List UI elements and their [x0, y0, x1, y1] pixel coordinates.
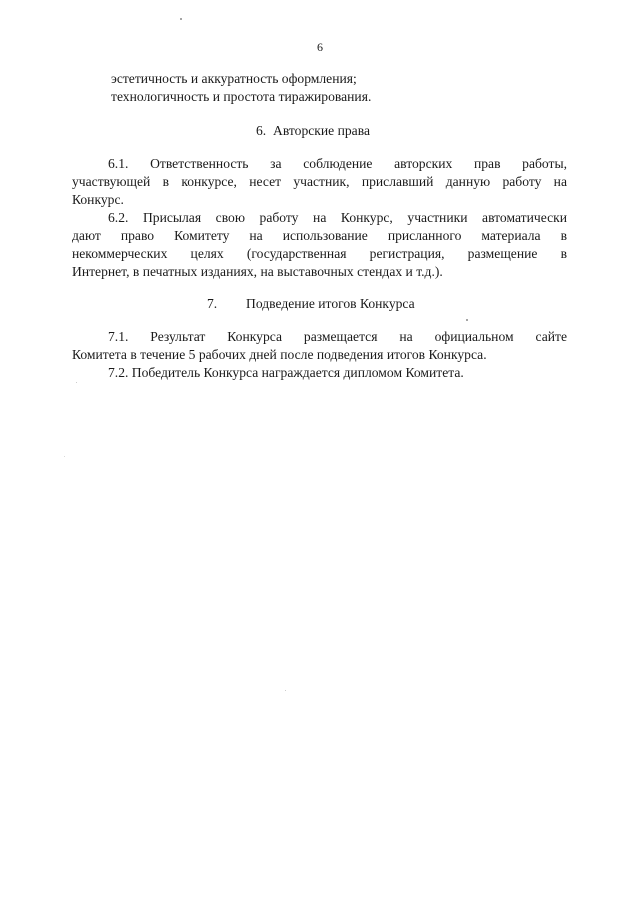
- section-6-heading: [256, 123, 370, 139]
- scan-speck: [64, 456, 65, 457]
- paragraph-6-1-line: Конкурс.: [72, 192, 124, 207]
- criteria-line: эстетичность и аккуратность оформления;: [111, 71, 357, 86]
- section-7-heading: [207, 296, 415, 312]
- paragraph-6-2-line: Интернет, в печатных изданиях, на выставочных стендах и т.д.).: [72, 264, 443, 279]
- paragraph-7-1-line: 7.1. Результат Конкурса размещается на официальном сайте: [108, 329, 567, 344]
- paragraph-7-2-line: 7.2. Победитель Конкурса награждается дипломом Комитета.: [108, 365, 464, 380]
- paragraph-7-1-line: Комитета в течение 5 рабочих дней после подведения итогов Конкурса.: [72, 347, 487, 362]
- paragraph-6-1-line: 6.1. Ответственность за соблюдение авторских прав работы,: [108, 156, 567, 171]
- scan-speck: [466, 319, 468, 321]
- paragraph-6-2-line: дают право Комитету на использование присланного материала в: [72, 228, 567, 243]
- paragraph-6-2-line: некоммерческих целях (государственная регистрация, размещение в: [72, 246, 567, 261]
- section-7-title: Подведение итогов Конкурса: [246, 296, 415, 311]
- section-7-number: 7.: [207, 296, 218, 311]
- paragraph-6-2-line: 6.2. Присылая свою работу на Конкурс, участники автоматически: [108, 210, 567, 225]
- scan-speck: [180, 18, 182, 20]
- page-number: 6: [317, 40, 323, 54]
- scan-speck: [76, 382, 77, 383]
- section-6-title: Авторские права: [273, 123, 370, 138]
- scan-speck: [285, 690, 286, 691]
- paragraph-6-1-line: участвующей в конкурсе, несет участник, приславший данную работу на: [72, 174, 567, 189]
- criteria-line: технологичность и простота тиражирования.: [111, 89, 372, 104]
- section-6-number: 6.: [256, 123, 267, 138]
